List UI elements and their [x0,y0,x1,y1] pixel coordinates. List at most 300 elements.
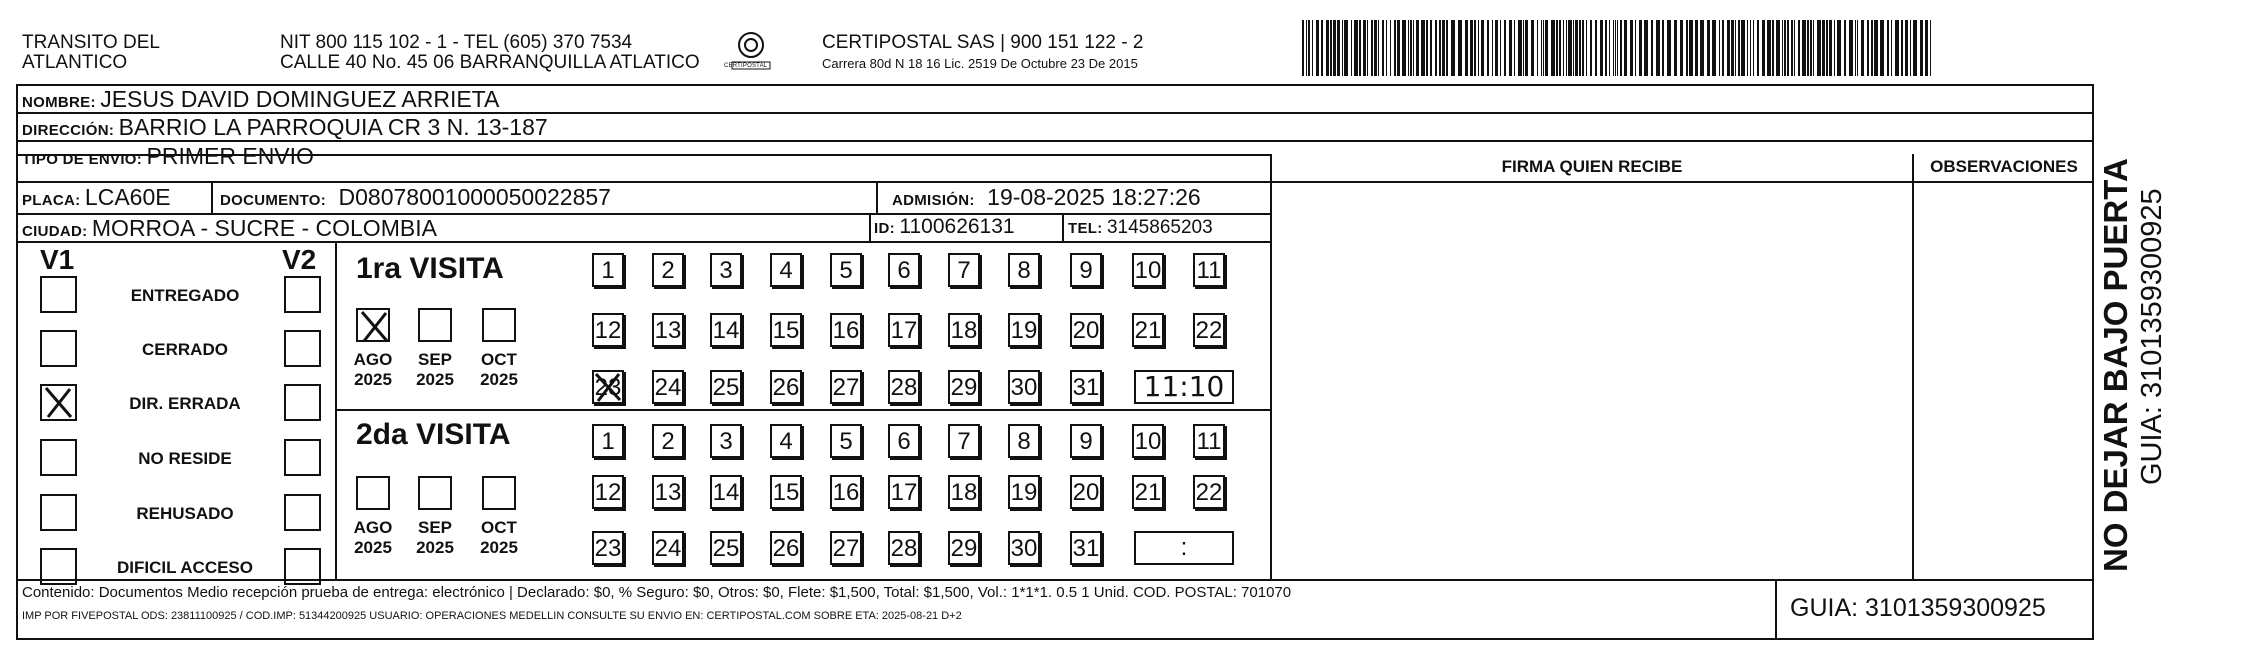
observaciones-header: OBSERVACIONES [1930,157,2078,176]
nombre-label: NOMBRE: [22,94,96,111]
barcode-bar [1600,20,1603,76]
v2-checkbox[interactable] [284,548,321,585]
barcode-bar [1478,20,1479,76]
barcode-bar [1451,20,1455,76]
barcode-bar [1829,20,1832,76]
barcode-bar [1500,20,1501,76]
barcode-bar [1410,20,1412,76]
second-visit-day-box[interactable]: 29 [948,531,980,565]
barcode-bar [1545,20,1548,76]
barcode-bar [1330,20,1332,76]
barcode-bar [1397,20,1400,76]
second-visit-day-box[interactable]: 18 [948,475,980,509]
barcode-bar [1787,20,1789,76]
second-visit-day-box[interactable]: 14 [710,475,742,509]
v1-checkbox[interactable] [40,439,77,476]
barcode-bar [1630,20,1633,76]
barcode-bar [1807,20,1809,76]
first-visit-day-box[interactable]: 18 [948,313,980,347]
second-visit-day-box[interactable]: 5 [830,424,862,458]
barcode-bar [1426,20,1428,76]
barcode-bar [1871,20,1873,76]
second-visit-time[interactable]: : [1134,531,1234,565]
barcode-bar [1378,20,1379,76]
barcode-bar [1442,20,1445,76]
v1-header: V1 [40,244,75,275]
second-visit-day-box[interactable]: 2 [652,424,684,458]
barcode-bar [1525,20,1528,76]
barcode-bar [1312,20,1313,76]
second-visit-day-box[interactable]: 26 [770,531,802,565]
barcode-bar [1776,20,1780,76]
id-value: 1100626131 [899,215,1015,238]
barcode-bar [1772,20,1774,76]
nit-line: NIT 800 115 102 - 1 - TEL (605) 370 7534 [280,32,633,53]
second-visit-day-box[interactable]: 27 [830,531,862,565]
first-visit-day-box[interactable]: 19 [1008,313,1040,347]
barcode-bar [1930,20,1931,76]
barcode-bar [1762,20,1765,76]
barcode-bar [1891,20,1892,76]
barcode-bar [1689,20,1693,76]
barcode-bar [1487,20,1489,76]
barcode-bar [1518,20,1522,76]
second-visit-title: 2da VISITA [356,418,511,451]
documento-value: D08078001000050022857 [338,184,611,210]
logo-text: CERTIPOSTAL [724,63,768,69]
barcode-bar [1905,20,1908,76]
barcode-bar [1791,20,1793,76]
tel-value: 3145865203 [1106,217,1213,238]
barcode-bar [1867,20,1869,76]
first-visit-day-box[interactable]: 5 [830,253,862,287]
first-visit-day-box[interactable]: 21 [1132,313,1164,347]
barcode-bar [1910,20,1911,76]
barcode-bar [1794,20,1795,76]
documento-field [220,184,611,211]
barcode-bar [1430,20,1432,76]
barcode-bar [1363,20,1366,76]
barcode-bar [1337,20,1340,76]
second-visit-day-box[interactable]: 31 [1070,531,1102,565]
status-label: ENTREGADO [130,286,240,305]
certipostal-line1: CERTIPOSTAL SAS | 900 151 122 - 2 [822,32,1144,53]
ciudad-label: CIUDAD: [22,223,88,240]
barcode-bar [1382,20,1384,76]
barcode-bar [1662,20,1664,76]
barcode-bar [1686,20,1688,76]
barcode-bar [1741,20,1745,76]
second-visit-day-box[interactable]: 25 [710,531,742,565]
direccion-value: BARRIO LA PARROQUIA CR 3 N. 13-187 [118,114,548,140]
signature-area[interactable] [1272,183,1912,579]
barcode-bar [1446,20,1448,76]
placa-label: PLACA: [22,192,81,209]
v1-checkbox[interactable] [40,494,77,531]
first-visit-day-box[interactable]: 8 [1008,253,1040,287]
barcode-bar [1351,20,1352,76]
barcode-bar [1321,20,1323,76]
second-visit-day-box[interactable]: 24 [652,531,684,565]
second-visit-day-box[interactable]: 28 [888,531,920,565]
barcode-bar [1834,20,1835,76]
v2-checkbox[interactable] [284,276,321,313]
barcode-bar [1857,20,1858,76]
first-visit-day-box[interactable]: 12 [592,313,624,347]
second-visit-month-checkbox[interactable] [418,476,452,510]
barcode-bar [1651,20,1653,76]
first-visit-day-box[interactable]: 9 [1070,253,1102,287]
barcode-bar [1613,20,1614,76]
first-visit-day-box[interactable]: 28 [888,370,920,404]
barcode-bar [1615,20,1616,76]
divider [1775,579,1777,640]
first-visit-year-label: 2025 [480,370,518,389]
second-visit-year-label: 2025 [480,538,518,557]
barcode-bar [1617,20,1618,76]
address-line: CALLE 40 No. 45 06 BARRANQUILLA ATLATICO [280,52,700,73]
first-visit-day-box[interactable]: 7 [948,253,980,287]
barcode-bar [1735,20,1736,76]
second-visit-day-box[interactable]: 3 [710,424,742,458]
company-name-line2: ATLANTICO [22,52,128,73]
barcode-bar [1495,20,1498,76]
second-visit-day-box[interactable]: 13 [652,475,684,509]
barcode-bar [1605,20,1607,76]
barcode-bar [1481,20,1484,76]
divider [335,243,337,579]
second-visit-day-box[interactable]: 19 [1008,475,1040,509]
second-visit-day-box[interactable]: 7 [948,424,980,458]
barcode-bar [1722,20,1724,76]
barcode-bar [1849,20,1853,76]
status-label: DIR. ERRADA [129,394,241,413]
barcode-bar [1712,20,1716,76]
barcode-bar [1855,20,1856,76]
barcode-bar [1644,20,1648,76]
second-visit-year-label: 2025 [354,538,392,557]
status-label: NO RESIDE [138,449,232,468]
barcode-bar [1747,20,1748,76]
footer-content-line: Contenido: Documentos Medio recepción prueba de entrega: electrónico | Declarado: $0, % Seguro: $0, Otros: $0, Flete: $1,500, Total: $1,500, Vol.: 1*1*1. 0.5 1 Unid. COD. POSTAL: 701070 [22,584,1292,601]
v1-checkbox[interactable] [40,548,77,585]
barcode-bar [1421,20,1425,76]
first-visit-title: 1ra VISITA [356,252,504,285]
barcode-bar [1817,20,1821,76]
barcode-bar [1887,20,1889,76]
barcode-bar [1568,20,1572,76]
barcode-bar [1920,20,1923,76]
v2-header: V2 [282,244,317,275]
id-field [874,215,1015,239]
barcode-bar [1371,20,1373,76]
v2-checkbox[interactable] [284,330,321,367]
barcode-bar [1590,20,1592,76]
placa-field [22,184,171,211]
second-visit-day-box[interactable]: 16 [830,475,862,509]
barcode-bar [1402,20,1406,76]
divider [335,409,1270,411]
second-visit-day-box[interactable]: 1 [592,424,624,458]
first-visit-day-box[interactable]: 25 [710,370,742,404]
barcode-bar [1901,20,1903,76]
first-visit-day-box[interactable]: 30 [1008,370,1040,404]
first-visit-day-box[interactable]: 23 [592,370,624,404]
first-visit-day-box[interactable]: 29 [948,370,980,404]
first-visit-day-box[interactable]: 17 [888,313,920,347]
first-visit-month-label: SEP [417,350,453,369]
company-name-line1: TRANSITO DEL [22,32,160,53]
barcode-bar [1837,20,1841,76]
first-visit-month-checkbox[interactable] [482,308,516,342]
admision-label: ADMISIÓN: [892,192,975,209]
first-visit-day-box[interactable]: 27 [830,370,862,404]
first-visit-day-box[interactable]: 22 [1193,313,1225,347]
first-visit-day-box[interactable]: 15 [770,313,802,347]
barcode-bar [1566,20,1567,76]
barcode-bar [1556,20,1558,76]
barcode [1302,20,1938,78]
barcode-bar [1374,20,1377,76]
barcode-bar [1354,20,1358,76]
barcode-bar [1784,20,1786,76]
barcode-bar [1586,20,1587,76]
second-visit-day-box[interactable]: 6 [888,424,920,458]
barcode-bar [1326,20,1329,76]
barcode-bar [1767,20,1771,76]
tipo-envio-label: TIPO DE ENVIO: [22,151,143,168]
barcode-bar [1582,20,1584,76]
barcode-bar [1639,20,1642,76]
firma-header: FIRMA QUIEN RECIBE [1501,157,1683,176]
barcode-bar [1563,20,1564,76]
barcode-bar [1367,20,1368,76]
admision-value: 19-08-2025 18:27:26 [987,184,1201,210]
barcode-bar [1844,20,1846,76]
barcode-bar [1680,20,1683,76]
second-visit-day-box[interactable]: 30 [1008,531,1040,565]
first-visit-year-label: 2025 [354,370,392,389]
admision-field [892,184,1201,211]
barcode-bar [1813,20,1814,76]
certipostal-line2: Carrera 80d N 18 16 Lic. 2519 De Octubre 23 De 2015 [822,56,1138,71]
barcode-bar [1861,20,1864,76]
barcode-bar [1306,20,1307,76]
barcode-bar [1531,20,1534,76]
first-visit-day-box[interactable]: 20 [1070,313,1102,347]
ciudad-value: MORROA - SUCRE - COLOMBIA [91,215,437,241]
barcode-bar [1543,20,1544,76]
status-label: REHUSADO [136,504,234,523]
barcode-bar [1408,20,1409,76]
barcode-bar [1656,20,1660,76]
barcode-bar [1731,20,1734,76]
second-visit-day-box[interactable]: 10 [1132,424,1164,458]
barcode-bar [1782,20,1783,76]
barcode-bar [1727,20,1730,76]
barcode-bar [1492,20,1493,76]
status-label: DIFICIL ACCESO [116,558,253,577]
first-visit-month-checkbox[interactable] [418,308,452,342]
id-label: ID: [874,220,895,237]
first-visit-day-box[interactable]: 16 [830,313,862,347]
barcode-bar [1413,20,1414,76]
tipo-envio-field [22,143,314,170]
first-visit-day-box[interactable]: 11 [1193,253,1225,287]
barcode-bar [1439,20,1441,76]
direccion-label: DIRECCIÓN: [22,122,115,139]
barcode-bar [1416,20,1419,76]
barcode-bar [1579,20,1581,76]
barcode-bar [1620,20,1622,76]
placa-value: LCA60E [84,184,171,210]
first-visit-day-box[interactable]: 14 [710,313,742,347]
second-visit-month-label: OCT [481,518,517,537]
second-visit-year-label: 2025 [416,538,454,557]
barcode-bar [1635,20,1636,76]
barcode-bar [1435,20,1437,76]
second-visit-day-box[interactable]: 4 [770,424,802,458]
second-visit-day-box[interactable]: 8 [1008,424,1040,458]
second-visit-month-checkbox[interactable] [356,476,390,510]
divider [1062,215,1064,241]
first-visit-day-box[interactable]: 31 [1070,370,1102,404]
nombre-field [22,86,499,113]
barcode-bar [1394,20,1396,76]
barcode-bar [1895,20,1899,76]
first-visit-day-box[interactable]: 26 [770,370,802,404]
second-visit-day-box[interactable]: 12 [592,475,624,509]
barcode-bar [1523,20,1524,76]
first-visit-day-box[interactable]: 1 [592,253,624,287]
barcode-bar [1509,20,1512,76]
barcode-bar [1559,20,1561,76]
divider [869,215,871,241]
status-label: CERRADO [142,340,228,359]
barcode-bar [1333,20,1336,76]
barcode-bar [1458,20,1462,76]
barcode-bar [1707,20,1710,76]
barcode-bar [1753,20,1754,76]
first-visit-month-label: OCT [481,350,517,369]
second-visit-day-box[interactable]: 20 [1070,475,1102,509]
ciudad-field [22,215,437,242]
barcode-bar [1573,20,1574,76]
barcode-bar [1667,20,1671,76]
barcode-bar [1308,20,1310,76]
first-visit-day-box[interactable]: 3 [710,253,742,287]
barcode-bar [1514,20,1515,76]
barcode-bar [1386,20,1387,76]
v2-checkbox[interactable] [284,384,321,421]
barcode-bar [1342,20,1343,76]
direccion-field [22,114,548,141]
second-visit-month-label: AGO [353,518,393,537]
first-visit-month-checkbox[interactable] [356,308,390,342]
first-visit-year-label: 2025 [416,370,454,389]
v1-checkbox[interactable] [40,276,77,313]
observations-area[interactable] [1914,183,2094,579]
barcode-bar [1302,20,1304,76]
second-visit-day-box[interactable]: 22 [1193,475,1225,509]
tel-field [1068,217,1213,239]
barcode-bar [1826,20,1828,76]
second-visit-day-box[interactable]: 9 [1070,424,1102,458]
barcode-bar [1802,20,1806,76]
second-visit-day-box[interactable]: 17 [888,475,920,509]
barcode-bar [1624,20,1627,76]
barcode-bar [1700,20,1704,76]
side-notice: NO DEJAR BAJO PUERTA [2097,158,2134,572]
second-visit-month-label: SEP [417,518,453,537]
first-visit-day-box[interactable]: 2 [652,253,684,287]
barcode-bar [1359,20,1361,76]
v2-checkbox[interactable] [284,439,321,476]
barcode-bar [1551,20,1555,76]
first-visit-day-box[interactable]: 10 [1132,253,1164,287]
divider [876,183,878,213]
barcode-bar [1738,20,1740,76]
barcode-bar [1695,20,1698,76]
barcode-bar [1504,20,1506,76]
tipo-envio-value: PRIMER ENVIO [146,143,314,169]
second-visit-day-box[interactable]: 23 [592,531,624,565]
v1-checkbox[interactable] [40,330,77,367]
second-visit-month-checkbox[interactable] [482,476,516,510]
barcode-bar [1541,20,1542,76]
documento-label: DOCUMENTO: [220,192,327,209]
barcode-bar [1344,20,1348,76]
barcode-bar [1537,20,1538,76]
first-visit-day-box[interactable]: 4 [770,253,802,287]
divider [211,183,213,213]
v1-checkbox[interactable] [40,384,77,421]
second-visit-day-box[interactable]: 15 [770,475,802,509]
barcode-bar [1390,20,1391,76]
barcode-bar [1822,20,1825,76]
first-visit-month-label: AGO [353,350,393,369]
barcode-bar [1874,20,1878,76]
barcode-bar [1609,20,1610,76]
v2-checkbox[interactable] [284,494,321,531]
barcode-bar [1674,20,1677,76]
barcode-bar [1750,20,1751,76]
first-visit-day-box[interactable]: 13 [652,313,684,347]
divider [16,579,2094,581]
barcode-bar [1719,20,1720,76]
second-visit-day-box[interactable]: 21 [1132,475,1164,509]
barcode-bar [1925,20,1928,76]
first-visit-time[interactable]: 11:10 [1134,370,1234,404]
footer-print-line: IMP POR FIVEPOSTAL ODS: 23811100925 / COD.IMP: 51344200925 USUARIO: OPERACIONES MEDELLIN CONSULTE SU ENVIO EN: CERTIPOSTAL.COM SOBRE ETA: 2025-08-21 D+2 [22,610,962,622]
barcode-bar [1798,20,1800,76]
barcode-bar [1595,20,1597,76]
barcode-bar [1474,20,1476,76]
tel-label: TEL: [1068,220,1103,237]
nombre-value: JESUS DAVID DOMINGUEZ ARRIETA [100,86,500,112]
barcode-bar [1465,20,1468,76]
second-visit-day-box[interactable]: 11 [1193,424,1225,458]
side-guia: GUIA: 3101359300925 [2136,188,2168,485]
barcode-bar [1810,20,1812,76]
barcode-bar [1913,20,1917,76]
barcode-bar [1880,20,1884,76]
barcode-bar [1575,20,1578,76]
first-visit-day-box[interactable]: 24 [652,370,684,404]
footer-guia: GUIA: 3101359300925 [1790,594,2046,622]
barcode-bar [1470,20,1473,76]
first-visit-day-box[interactable]: 6 [888,253,920,287]
